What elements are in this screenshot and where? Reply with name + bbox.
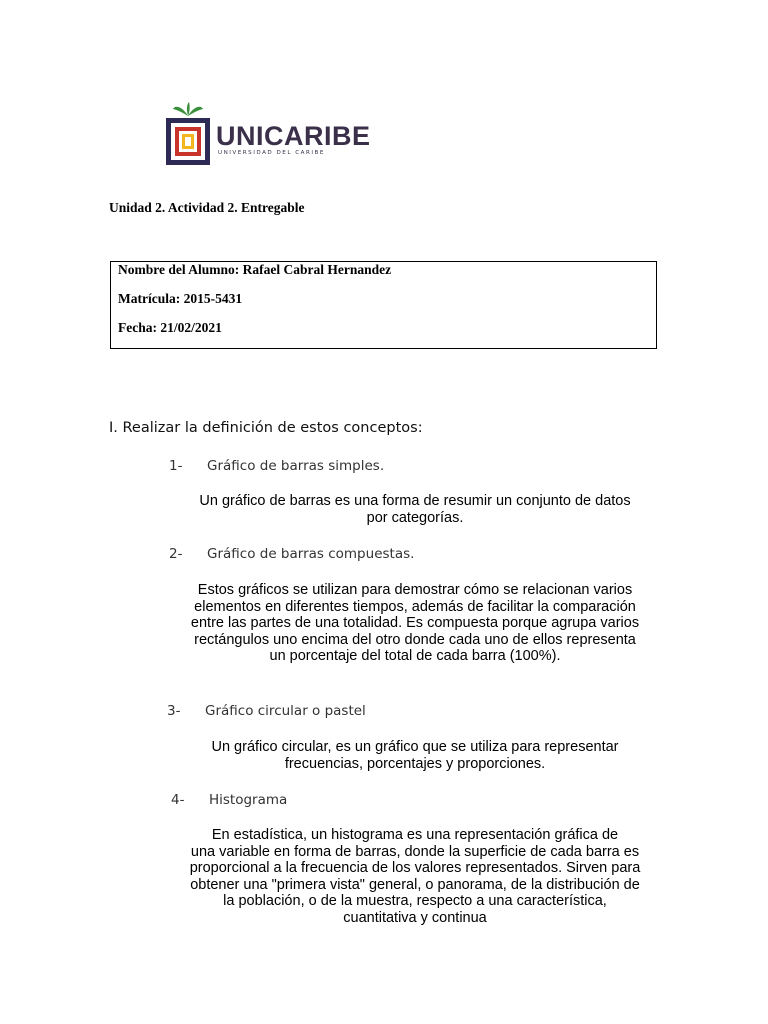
definition-line: elementos en diferentes tiempos, además de facilitar la comparación [194, 598, 636, 615]
concept-definition-3 [160, 739, 670, 772]
concept-title: Histograma [209, 792, 288, 808]
definition-line: rectángulos uno encima del otro donde cada uno de ellos representa [194, 631, 636, 648]
concept-number: 1- [169, 458, 183, 474]
student-info-box [110, 261, 657, 349]
student-matricula: Matrícula: 2015-5431 [118, 291, 243, 306]
definition-line: Un gráfico de barras es una forma de resumir un conjunto de datos [199, 493, 631, 509]
definition-line: por categorías. [366, 509, 464, 526]
definition-line: obtener una "primera vista" general, o panorama, de la distribución de [190, 876, 640, 893]
student-name: Nombre del Alumno: Rafael Cabral Hernandez [118, 262, 392, 277]
concept-title: Gráfico de barras compuestas. [207, 546, 415, 562]
definition-line: un porcentaje del total de cada barra (100%). [269, 648, 561, 664]
concept-title: Gráfico de barras simples. [207, 458, 385, 474]
concept-heading-3 [167, 703, 366, 719]
logo-tagline: UNIVERSIDAD DEL CARIBE [218, 150, 325, 156]
concept-number: 2- [169, 546, 183, 562]
definition-line: cuantitativa y continua [343, 909, 487, 926]
definition-line: frecuencias, porcentajes y proporciones. [284, 755, 546, 772]
concept-definition-2 [160, 582, 670, 665]
submission-date: Fecha: 21/02/2021 [118, 320, 222, 335]
definition-line: Estos gráficos se utilizan para demostrar cómo se relacionan varios [197, 582, 633, 598]
concept-definition-4 [160, 827, 670, 926]
definition-line: proporcional a la frecuencia de los valores representados. Sirven para [189, 860, 641, 876]
definition-line: entre las partes de una totalidad. Es compuesta porque agrupa varios [190, 615, 640, 631]
document-subtitle: Unidad 2. Actividad 2. Entregable [109, 200, 305, 215]
concept-heading-2 [169, 546, 414, 562]
concept-number: 3- [167, 703, 181, 719]
logo-wordmark: UNICARIBE [216, 121, 371, 151]
concept-title: Gráfico circular o pastel [205, 703, 366, 719]
concept-heading-1 [169, 458, 384, 474]
definition-line: En estadística, un histograma es una representación gráfica de [211, 827, 619, 843]
definition-line: la población, o de la muestra, respecto a una característica, [223, 893, 607, 909]
section-heading: I. Realizar la definición de estos conceptos: [109, 420, 423, 436]
concept-number: 4- [171, 792, 185, 808]
definition-line: una variable en forma de barras, donde la superficie de cada barra es [190, 843, 640, 860]
emblem-leaves [173, 107, 188, 116]
concept-heading-4 [171, 792, 287, 808]
definition-line: Un gráfico circular, es un gráfico que se utiliza para representar [211, 739, 619, 755]
concept-definition-1 [160, 493, 670, 526]
university-logo [163, 101, 371, 167]
unicaribe-emblem-icon [163, 101, 213, 167]
